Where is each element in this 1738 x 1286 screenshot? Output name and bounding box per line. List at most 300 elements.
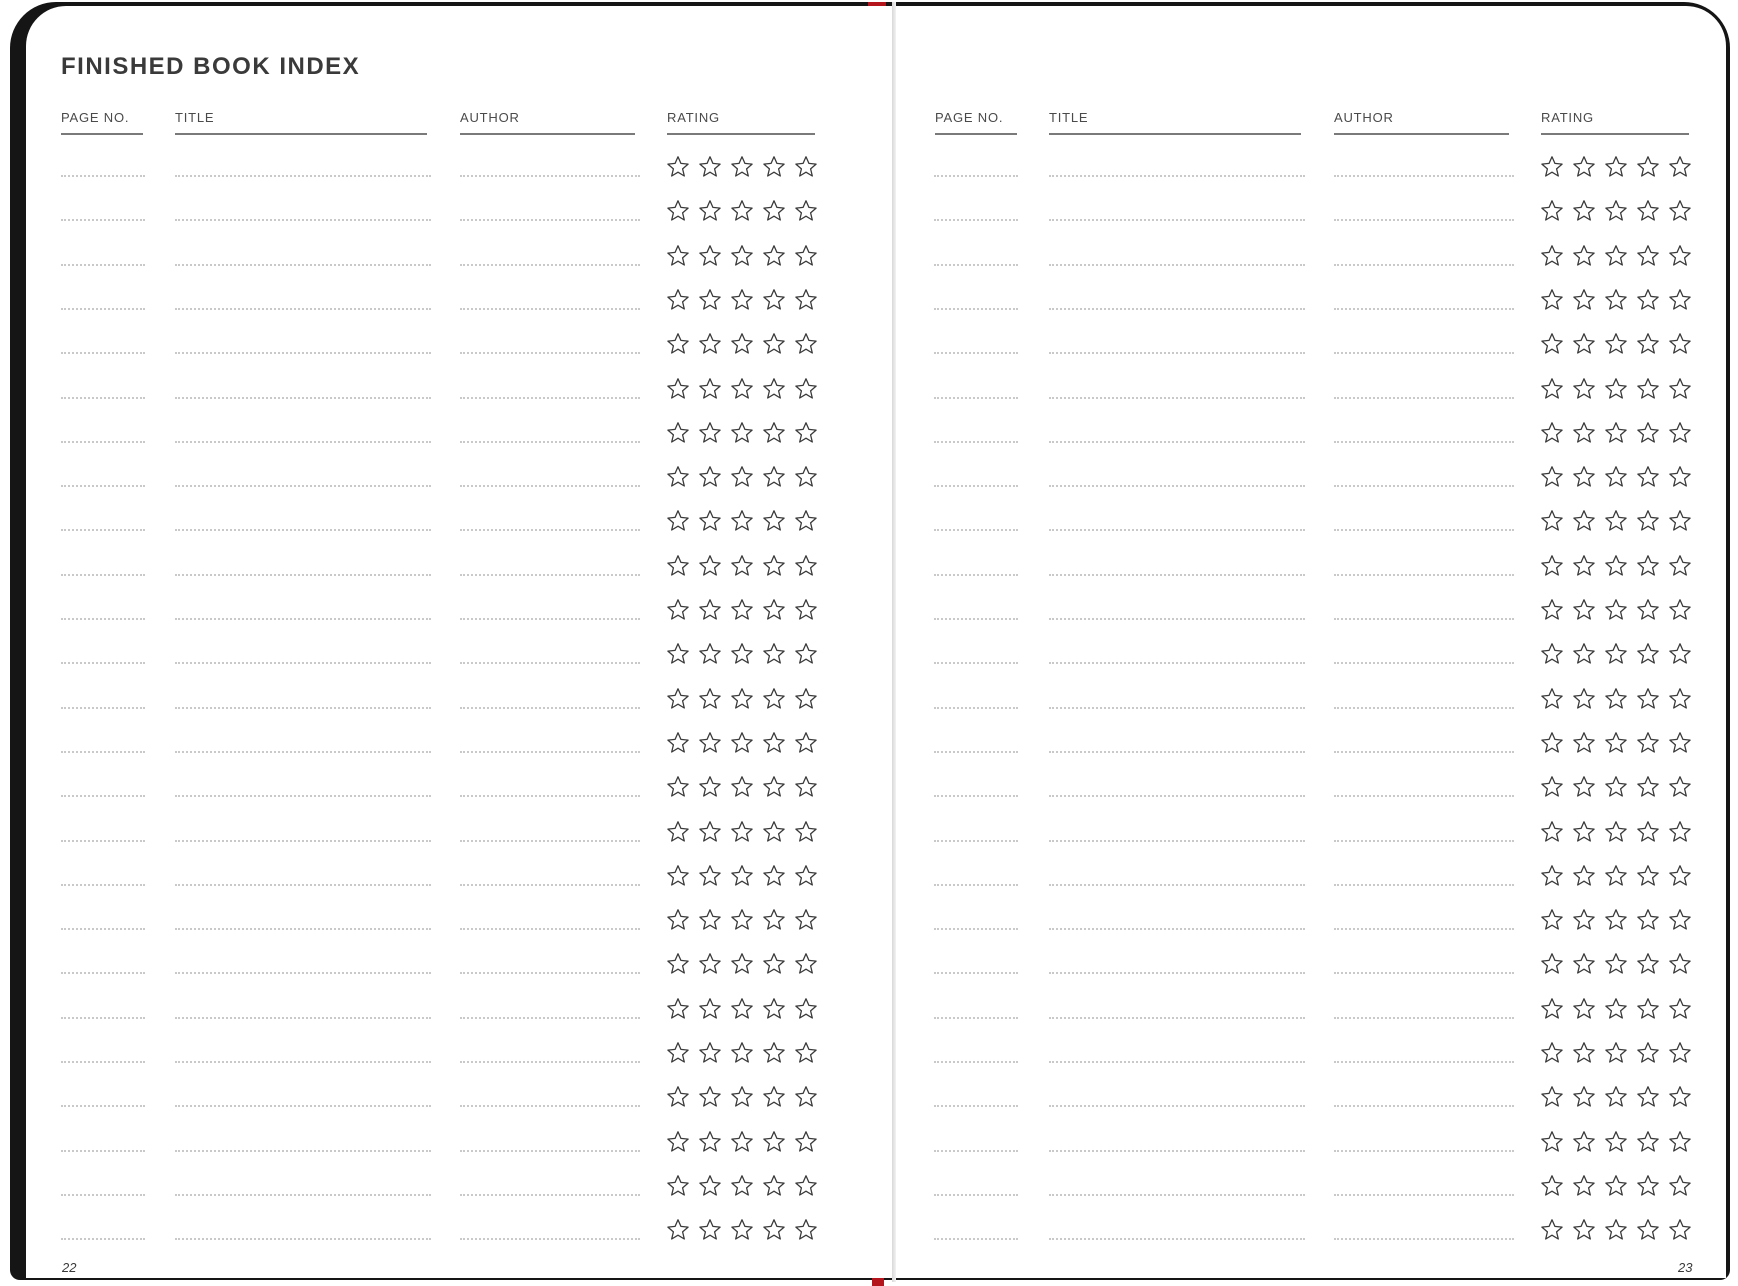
author-field[interactable] bbox=[460, 397, 640, 399]
page-no-field[interactable] bbox=[61, 352, 145, 354]
star-outline-icon[interactable] bbox=[1668, 465, 1692, 489]
star-outline-icon[interactable] bbox=[1540, 598, 1564, 622]
star-outline-icon[interactable] bbox=[1540, 1218, 1564, 1242]
author-field[interactable] bbox=[460, 308, 640, 310]
author-field[interactable] bbox=[460, 707, 640, 709]
star-outline-icon[interactable] bbox=[666, 908, 690, 932]
star-outline-icon[interactable] bbox=[1668, 288, 1692, 312]
author-field[interactable] bbox=[1334, 707, 1514, 709]
star-outline-icon[interactable] bbox=[1540, 421, 1564, 445]
title-field[interactable] bbox=[175, 1238, 431, 1240]
title-field[interactable] bbox=[1049, 884, 1305, 886]
title-field[interactable] bbox=[175, 441, 431, 443]
star-outline-icon[interactable] bbox=[666, 642, 690, 666]
star-outline-icon[interactable] bbox=[1572, 687, 1596, 711]
page-no-field[interactable] bbox=[934, 529, 1018, 531]
star-outline-icon[interactable] bbox=[1636, 1174, 1660, 1198]
title-field[interactable] bbox=[175, 397, 431, 399]
page-no-field[interactable] bbox=[934, 618, 1018, 620]
star-outline-icon[interactable] bbox=[1572, 155, 1596, 179]
title-field[interactable] bbox=[1049, 574, 1305, 576]
author-field[interactable] bbox=[460, 795, 640, 797]
star-outline-icon[interactable] bbox=[1668, 997, 1692, 1021]
star-outline-icon[interactable] bbox=[794, 554, 818, 578]
author-field[interactable] bbox=[460, 1238, 640, 1240]
star-rating[interactable] bbox=[1540, 155, 1692, 179]
star-outline-icon[interactable] bbox=[1668, 1041, 1692, 1065]
title-field[interactable] bbox=[1049, 397, 1305, 399]
star-outline-icon[interactable] bbox=[1540, 1085, 1564, 1109]
author-field[interactable] bbox=[1334, 884, 1514, 886]
page-no-field[interactable] bbox=[934, 1150, 1018, 1152]
star-outline-icon[interactable] bbox=[1604, 820, 1628, 844]
star-outline-icon[interactable] bbox=[1636, 1218, 1660, 1242]
star-outline-icon[interactable] bbox=[762, 908, 786, 932]
star-outline-icon[interactable] bbox=[1572, 1085, 1596, 1109]
star-rating[interactable] bbox=[666, 244, 818, 268]
page-no-field[interactable] bbox=[61, 972, 145, 974]
page-no-field[interactable] bbox=[61, 707, 145, 709]
author-field[interactable] bbox=[1334, 1017, 1514, 1019]
star-rating[interactable] bbox=[666, 1041, 818, 1065]
page-no-field[interactable] bbox=[934, 972, 1018, 974]
star-outline-icon[interactable] bbox=[666, 687, 690, 711]
star-outline-icon[interactable] bbox=[794, 642, 818, 666]
title-field[interactable] bbox=[1049, 1105, 1305, 1107]
star-outline-icon[interactable] bbox=[1540, 731, 1564, 755]
star-outline-icon[interactable] bbox=[1572, 509, 1596, 533]
star-rating[interactable] bbox=[1540, 908, 1692, 932]
title-field[interactable] bbox=[175, 529, 431, 531]
title-field[interactable] bbox=[1049, 662, 1305, 664]
star-outline-icon[interactable] bbox=[762, 465, 786, 489]
star-outline-icon[interactable] bbox=[762, 421, 786, 445]
author-field[interactable] bbox=[1334, 618, 1514, 620]
star-outline-icon[interactable] bbox=[666, 820, 690, 844]
star-outline-icon[interactable] bbox=[1636, 155, 1660, 179]
star-rating[interactable] bbox=[666, 642, 818, 666]
author-field[interactable] bbox=[460, 1194, 640, 1196]
title-field[interactable] bbox=[175, 352, 431, 354]
star-outline-icon[interactable] bbox=[794, 332, 818, 356]
page-no-field[interactable] bbox=[61, 397, 145, 399]
star-outline-icon[interactable] bbox=[1572, 465, 1596, 489]
star-outline-icon[interactable] bbox=[1668, 1130, 1692, 1154]
star-outline-icon[interactable] bbox=[1572, 952, 1596, 976]
star-outline-icon[interactable] bbox=[762, 199, 786, 223]
title-field[interactable] bbox=[175, 662, 431, 664]
star-outline-icon[interactable] bbox=[1636, 554, 1660, 578]
title-field[interactable] bbox=[1049, 352, 1305, 354]
star-outline-icon[interactable] bbox=[698, 1218, 722, 1242]
star-outline-icon[interactable] bbox=[1668, 952, 1692, 976]
star-outline-icon[interactable] bbox=[794, 1130, 818, 1154]
star-outline-icon[interactable] bbox=[1668, 332, 1692, 356]
star-outline-icon[interactable] bbox=[1636, 244, 1660, 268]
page-no-field[interactable] bbox=[61, 1017, 145, 1019]
title-field[interactable] bbox=[175, 707, 431, 709]
star-outline-icon[interactable] bbox=[666, 1041, 690, 1065]
star-outline-icon[interactable] bbox=[1636, 598, 1660, 622]
star-outline-icon[interactable] bbox=[1604, 199, 1628, 223]
author-field[interactable] bbox=[460, 1150, 640, 1152]
star-outline-icon[interactable] bbox=[698, 377, 722, 401]
star-rating[interactable] bbox=[666, 1218, 818, 1242]
star-rating[interactable] bbox=[666, 731, 818, 755]
page-no-field[interactable] bbox=[934, 1238, 1018, 1240]
star-rating[interactable] bbox=[666, 421, 818, 445]
author-field[interactable] bbox=[460, 485, 640, 487]
star-outline-icon[interactable] bbox=[1572, 288, 1596, 312]
title-field[interactable] bbox=[1049, 972, 1305, 974]
author-field[interactable] bbox=[1334, 1061, 1514, 1063]
title-field[interactable] bbox=[1049, 1017, 1305, 1019]
star-outline-icon[interactable] bbox=[1540, 155, 1564, 179]
star-outline-icon[interactable] bbox=[762, 775, 786, 799]
star-outline-icon[interactable] bbox=[1604, 687, 1628, 711]
page-no-field[interactable] bbox=[61, 529, 145, 531]
star-outline-icon[interactable] bbox=[1668, 1085, 1692, 1109]
title-field[interactable] bbox=[175, 751, 431, 753]
page-no-field[interactable] bbox=[61, 928, 145, 930]
star-outline-icon[interactable] bbox=[1668, 421, 1692, 445]
star-outline-icon[interactable] bbox=[1636, 864, 1660, 888]
star-rating[interactable] bbox=[1540, 820, 1692, 844]
author-field[interactable] bbox=[460, 264, 640, 266]
author-field[interactable] bbox=[460, 928, 640, 930]
star-outline-icon[interactable] bbox=[1540, 952, 1564, 976]
star-outline-icon[interactable] bbox=[730, 997, 754, 1021]
star-outline-icon[interactable] bbox=[730, 952, 754, 976]
title-field[interactable] bbox=[1049, 1150, 1305, 1152]
star-outline-icon[interactable] bbox=[762, 864, 786, 888]
star-outline-icon[interactable] bbox=[1604, 731, 1628, 755]
author-field[interactable] bbox=[460, 175, 640, 177]
star-outline-icon[interactable] bbox=[794, 1218, 818, 1242]
star-outline-icon[interactable] bbox=[1636, 775, 1660, 799]
title-field[interactable] bbox=[1049, 441, 1305, 443]
title-field[interactable] bbox=[175, 264, 431, 266]
author-field[interactable] bbox=[460, 1061, 640, 1063]
star-outline-icon[interactable] bbox=[698, 509, 722, 533]
author-field[interactable] bbox=[460, 662, 640, 664]
star-outline-icon[interactable] bbox=[1540, 820, 1564, 844]
author-field[interactable] bbox=[1334, 795, 1514, 797]
page-no-field[interactable] bbox=[61, 1150, 145, 1152]
star-rating[interactable] bbox=[1540, 465, 1692, 489]
star-outline-icon[interactable] bbox=[1572, 421, 1596, 445]
star-outline-icon[interactable] bbox=[698, 952, 722, 976]
star-outline-icon[interactable] bbox=[730, 775, 754, 799]
page-no-field[interactable] bbox=[934, 441, 1018, 443]
page-no-field[interactable] bbox=[934, 840, 1018, 842]
star-outline-icon[interactable] bbox=[666, 421, 690, 445]
star-rating[interactable] bbox=[666, 952, 818, 976]
star-outline-icon[interactable] bbox=[1636, 377, 1660, 401]
title-field[interactable] bbox=[1049, 1194, 1305, 1196]
star-outline-icon[interactable] bbox=[1540, 775, 1564, 799]
star-rating[interactable] bbox=[666, 997, 818, 1021]
star-outline-icon[interactable] bbox=[794, 952, 818, 976]
star-outline-icon[interactable] bbox=[1540, 908, 1564, 932]
star-rating[interactable] bbox=[666, 288, 818, 312]
star-outline-icon[interactable] bbox=[1636, 332, 1660, 356]
author-field[interactable] bbox=[460, 1105, 640, 1107]
author-field[interactable] bbox=[1334, 352, 1514, 354]
star-outline-icon[interactable] bbox=[1540, 997, 1564, 1021]
star-outline-icon[interactable] bbox=[1668, 509, 1692, 533]
page-no-field[interactable] bbox=[934, 175, 1018, 177]
title-field[interactable] bbox=[1049, 1061, 1305, 1063]
star-outline-icon[interactable] bbox=[1604, 775, 1628, 799]
star-rating[interactable] bbox=[666, 554, 818, 578]
author-field[interactable] bbox=[1334, 1238, 1514, 1240]
star-rating[interactable] bbox=[1540, 1174, 1692, 1198]
star-outline-icon[interactable] bbox=[1540, 332, 1564, 356]
star-outline-icon[interactable] bbox=[730, 1041, 754, 1065]
star-outline-icon[interactable] bbox=[666, 199, 690, 223]
star-outline-icon[interactable] bbox=[1572, 554, 1596, 578]
star-outline-icon[interactable] bbox=[794, 908, 818, 932]
star-outline-icon[interactable] bbox=[1636, 997, 1660, 1021]
star-outline-icon[interactable] bbox=[1668, 199, 1692, 223]
star-outline-icon[interactable] bbox=[762, 1130, 786, 1154]
page-no-field[interactable] bbox=[934, 1105, 1018, 1107]
star-outline-icon[interactable] bbox=[698, 1130, 722, 1154]
star-rating[interactable] bbox=[1540, 288, 1692, 312]
title-field[interactable] bbox=[175, 928, 431, 930]
star-outline-icon[interactable] bbox=[794, 288, 818, 312]
star-outline-icon[interactable] bbox=[1636, 509, 1660, 533]
page-no-field[interactable] bbox=[934, 574, 1018, 576]
author-field[interactable] bbox=[460, 219, 640, 221]
star-rating[interactable] bbox=[666, 377, 818, 401]
star-outline-icon[interactable] bbox=[1572, 1041, 1596, 1065]
title-field[interactable] bbox=[175, 1194, 431, 1196]
author-field[interactable] bbox=[460, 840, 640, 842]
page-no-field[interactable] bbox=[934, 308, 1018, 310]
star-outline-icon[interactable] bbox=[762, 1174, 786, 1198]
page-no-field[interactable] bbox=[934, 662, 1018, 664]
star-rating[interactable] bbox=[1540, 952, 1692, 976]
star-outline-icon[interactable] bbox=[1604, 1041, 1628, 1065]
star-outline-icon[interactable] bbox=[1636, 199, 1660, 223]
title-field[interactable] bbox=[175, 618, 431, 620]
author-field[interactable] bbox=[460, 751, 640, 753]
star-outline-icon[interactable] bbox=[730, 642, 754, 666]
star-outline-icon[interactable] bbox=[1572, 332, 1596, 356]
star-outline-icon[interactable] bbox=[698, 554, 722, 578]
star-outline-icon[interactable] bbox=[1636, 820, 1660, 844]
star-outline-icon[interactable] bbox=[666, 244, 690, 268]
star-outline-icon[interactable] bbox=[1604, 1218, 1628, 1242]
star-outline-icon[interactable] bbox=[1668, 554, 1692, 578]
star-outline-icon[interactable] bbox=[698, 598, 722, 622]
star-outline-icon[interactable] bbox=[730, 288, 754, 312]
star-outline-icon[interactable] bbox=[762, 820, 786, 844]
star-outline-icon[interactable] bbox=[730, 820, 754, 844]
title-field[interactable] bbox=[175, 308, 431, 310]
star-outline-icon[interactable] bbox=[666, 288, 690, 312]
star-rating[interactable] bbox=[1540, 554, 1692, 578]
title-field[interactable] bbox=[175, 175, 431, 177]
star-outline-icon[interactable] bbox=[1572, 598, 1596, 622]
author-field[interactable] bbox=[1334, 485, 1514, 487]
star-outline-icon[interactable] bbox=[1668, 820, 1692, 844]
page-no-field[interactable] bbox=[934, 1017, 1018, 1019]
star-outline-icon[interactable] bbox=[730, 465, 754, 489]
star-outline-icon[interactable] bbox=[1604, 465, 1628, 489]
star-outline-icon[interactable] bbox=[762, 731, 786, 755]
title-field[interactable] bbox=[1049, 928, 1305, 930]
author-field[interactable] bbox=[1334, 219, 1514, 221]
star-rating[interactable] bbox=[1540, 775, 1692, 799]
star-outline-icon[interactable] bbox=[1604, 421, 1628, 445]
star-rating[interactable] bbox=[666, 820, 818, 844]
star-outline-icon[interactable] bbox=[666, 952, 690, 976]
title-field[interactable] bbox=[175, 840, 431, 842]
star-outline-icon[interactable] bbox=[1636, 1130, 1660, 1154]
star-rating[interactable] bbox=[1540, 244, 1692, 268]
star-rating[interactable] bbox=[666, 598, 818, 622]
star-outline-icon[interactable] bbox=[1540, 199, 1564, 223]
star-outline-icon[interactable] bbox=[762, 288, 786, 312]
star-outline-icon[interactable] bbox=[1668, 598, 1692, 622]
star-rating[interactable] bbox=[1540, 864, 1692, 888]
star-outline-icon[interactable] bbox=[666, 731, 690, 755]
star-outline-icon[interactable] bbox=[1604, 244, 1628, 268]
title-field[interactable] bbox=[1049, 840, 1305, 842]
title-field[interactable] bbox=[1049, 485, 1305, 487]
star-outline-icon[interactable] bbox=[698, 1085, 722, 1109]
star-outline-icon[interactable] bbox=[1540, 1041, 1564, 1065]
star-rating[interactable] bbox=[1540, 731, 1692, 755]
title-field[interactable] bbox=[1049, 751, 1305, 753]
author-field[interactable] bbox=[1334, 574, 1514, 576]
title-field[interactable] bbox=[1049, 175, 1305, 177]
star-outline-icon[interactable] bbox=[666, 1218, 690, 1242]
star-outline-icon[interactable] bbox=[730, 155, 754, 179]
star-outline-icon[interactable] bbox=[1540, 288, 1564, 312]
star-outline-icon[interactable] bbox=[762, 1085, 786, 1109]
star-outline-icon[interactable] bbox=[730, 908, 754, 932]
author-field[interactable] bbox=[1334, 1105, 1514, 1107]
author-field[interactable] bbox=[1334, 1194, 1514, 1196]
star-rating[interactable] bbox=[666, 332, 818, 356]
star-outline-icon[interactable] bbox=[730, 377, 754, 401]
title-field[interactable] bbox=[175, 884, 431, 886]
star-outline-icon[interactable] bbox=[698, 199, 722, 223]
page-no-field[interactable] bbox=[61, 884, 145, 886]
author-field[interactable] bbox=[1334, 529, 1514, 531]
star-rating[interactable] bbox=[1540, 509, 1692, 533]
page-no-field[interactable] bbox=[61, 175, 145, 177]
star-outline-icon[interactable] bbox=[698, 775, 722, 799]
star-outline-icon[interactable] bbox=[698, 465, 722, 489]
star-outline-icon[interactable] bbox=[1604, 598, 1628, 622]
star-outline-icon[interactable] bbox=[1540, 554, 1564, 578]
author-field[interactable] bbox=[1334, 264, 1514, 266]
star-rating[interactable] bbox=[1540, 598, 1692, 622]
star-outline-icon[interactable] bbox=[1604, 554, 1628, 578]
star-rating[interactable] bbox=[1540, 1085, 1692, 1109]
star-outline-icon[interactable] bbox=[1636, 642, 1660, 666]
star-outline-icon[interactable] bbox=[698, 244, 722, 268]
star-outline-icon[interactable] bbox=[666, 554, 690, 578]
title-field[interactable] bbox=[1049, 1238, 1305, 1240]
star-outline-icon[interactable] bbox=[762, 1218, 786, 1242]
title-field[interactable] bbox=[1049, 618, 1305, 620]
star-outline-icon[interactable] bbox=[762, 642, 786, 666]
star-outline-icon[interactable] bbox=[794, 775, 818, 799]
star-outline-icon[interactable] bbox=[666, 1130, 690, 1154]
star-outline-icon[interactable] bbox=[730, 421, 754, 445]
page-no-field[interactable] bbox=[934, 795, 1018, 797]
page-no-field[interactable] bbox=[61, 1194, 145, 1196]
page-no-field[interactable] bbox=[61, 1061, 145, 1063]
star-outline-icon[interactable] bbox=[666, 997, 690, 1021]
author-field[interactable] bbox=[460, 441, 640, 443]
star-rating[interactable] bbox=[1540, 332, 1692, 356]
star-outline-icon[interactable] bbox=[1636, 465, 1660, 489]
star-outline-icon[interactable] bbox=[698, 731, 722, 755]
star-outline-icon[interactable] bbox=[666, 332, 690, 356]
star-rating[interactable] bbox=[1540, 199, 1692, 223]
star-outline-icon[interactable] bbox=[666, 1174, 690, 1198]
star-outline-icon[interactable] bbox=[794, 864, 818, 888]
star-rating[interactable] bbox=[666, 465, 818, 489]
star-outline-icon[interactable] bbox=[762, 1041, 786, 1065]
star-outline-icon[interactable] bbox=[1668, 908, 1692, 932]
star-outline-icon[interactable] bbox=[1636, 1041, 1660, 1065]
page-no-field[interactable] bbox=[61, 1238, 145, 1240]
title-field[interactable] bbox=[1049, 219, 1305, 221]
author-field[interactable] bbox=[1334, 928, 1514, 930]
star-outline-icon[interactable] bbox=[730, 244, 754, 268]
star-outline-icon[interactable] bbox=[762, 244, 786, 268]
star-outline-icon[interactable] bbox=[1604, 952, 1628, 976]
title-field[interactable] bbox=[1049, 795, 1305, 797]
star-outline-icon[interactable] bbox=[794, 377, 818, 401]
star-outline-icon[interactable] bbox=[666, 775, 690, 799]
author-field[interactable] bbox=[460, 574, 640, 576]
star-outline-icon[interactable] bbox=[1572, 731, 1596, 755]
star-outline-icon[interactable] bbox=[794, 820, 818, 844]
star-outline-icon[interactable] bbox=[730, 1085, 754, 1109]
star-outline-icon[interactable] bbox=[698, 997, 722, 1021]
star-outline-icon[interactable] bbox=[762, 155, 786, 179]
star-outline-icon[interactable] bbox=[1572, 864, 1596, 888]
star-outline-icon[interactable] bbox=[1572, 997, 1596, 1021]
star-outline-icon[interactable] bbox=[794, 1041, 818, 1065]
star-outline-icon[interactable] bbox=[698, 642, 722, 666]
star-outline-icon[interactable] bbox=[1604, 509, 1628, 533]
star-outline-icon[interactable] bbox=[794, 997, 818, 1021]
star-rating[interactable] bbox=[666, 908, 818, 932]
star-outline-icon[interactable] bbox=[698, 908, 722, 932]
star-outline-icon[interactable] bbox=[762, 554, 786, 578]
star-outline-icon[interactable] bbox=[1540, 509, 1564, 533]
star-outline-icon[interactable] bbox=[1604, 864, 1628, 888]
star-rating[interactable] bbox=[666, 1130, 818, 1154]
star-outline-icon[interactable] bbox=[794, 1174, 818, 1198]
star-rating[interactable] bbox=[666, 864, 818, 888]
title-field[interactable] bbox=[1049, 529, 1305, 531]
star-outline-icon[interactable] bbox=[794, 244, 818, 268]
author-field[interactable] bbox=[1334, 441, 1514, 443]
star-outline-icon[interactable] bbox=[794, 731, 818, 755]
star-outline-icon[interactable] bbox=[1636, 731, 1660, 755]
